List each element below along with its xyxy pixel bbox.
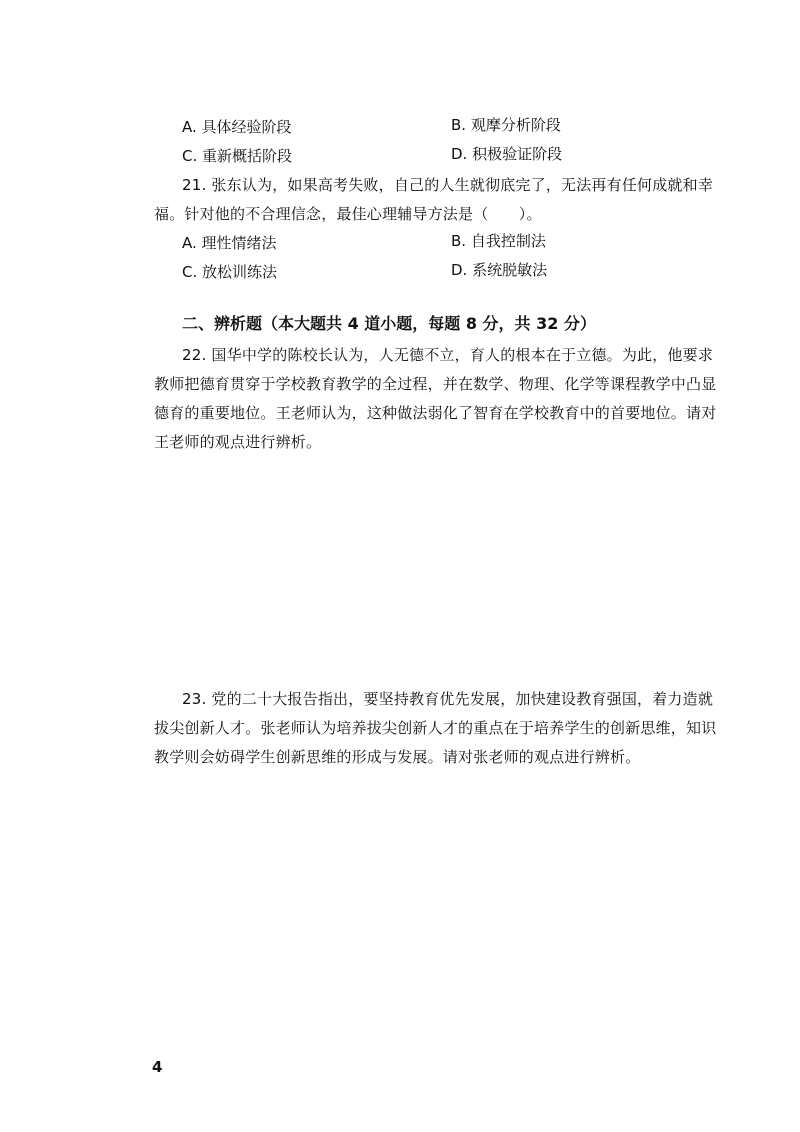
q22-line4: 王老师的观点进行辨析。 bbox=[154, 433, 322, 451]
option-a-prev: A. 具体经验阶段 bbox=[182, 118, 292, 136]
q21-option-d: D. 系统脱敏法 bbox=[451, 261, 548, 279]
option-b-prev: B. 观摩分析阶段 bbox=[451, 116, 561, 134]
q21-option-c: C. 放松训练法 bbox=[182, 263, 278, 281]
q22-line2: 教师把德育贯穿于学校教育教学的全过程，并在数学、物理、化学等课程教学中凸显 bbox=[154, 375, 717, 393]
q21-line2: 福。针对他的不合理信念，最佳心理辅导方法是（ ）。 bbox=[154, 205, 542, 223]
q22-line1: 22. 国华中学的陈校长认为，人无德不立，育人的根本在于立德。为此，他要求 bbox=[182, 346, 714, 364]
option-d-prev: D. 积极验证阶段 bbox=[451, 145, 563, 163]
section-title: 二、辨析题（本大题共 4 道小题，每题 8 分，共 32 分） bbox=[182, 314, 596, 333]
page-number: 4 bbox=[152, 1058, 163, 1076]
q21-option-a: A. 理性情绪法 bbox=[182, 234, 277, 252]
q21-option-b: B. 自我控制法 bbox=[451, 232, 546, 250]
q23-line1: 23. 党的二十大报告指出，要坚持教育优先发展，加快建设教育强国，着力造就 bbox=[182, 690, 714, 708]
q23-line3: 教学则会妨碍学生创新思维的形成与发展。请对张老师的观点进行辨析。 bbox=[154, 748, 641, 766]
q22-line3: 德育的重要地位。王老师认为，这种做法弱化了智育在学校教育中的首要地位。请对 bbox=[154, 404, 717, 422]
q23-line2: 拔尖创新人才。张老师认为培养拔尖创新人才的重点在于培养学生的创新思维，知识 bbox=[154, 719, 717, 737]
q21-line1: 21. 张东认为，如果高考失败，自己的人生就彻底完了，无法再有任何成就和幸 bbox=[182, 176, 714, 194]
option-c-prev: C. 重新概括阶段 bbox=[182, 147, 293, 165]
